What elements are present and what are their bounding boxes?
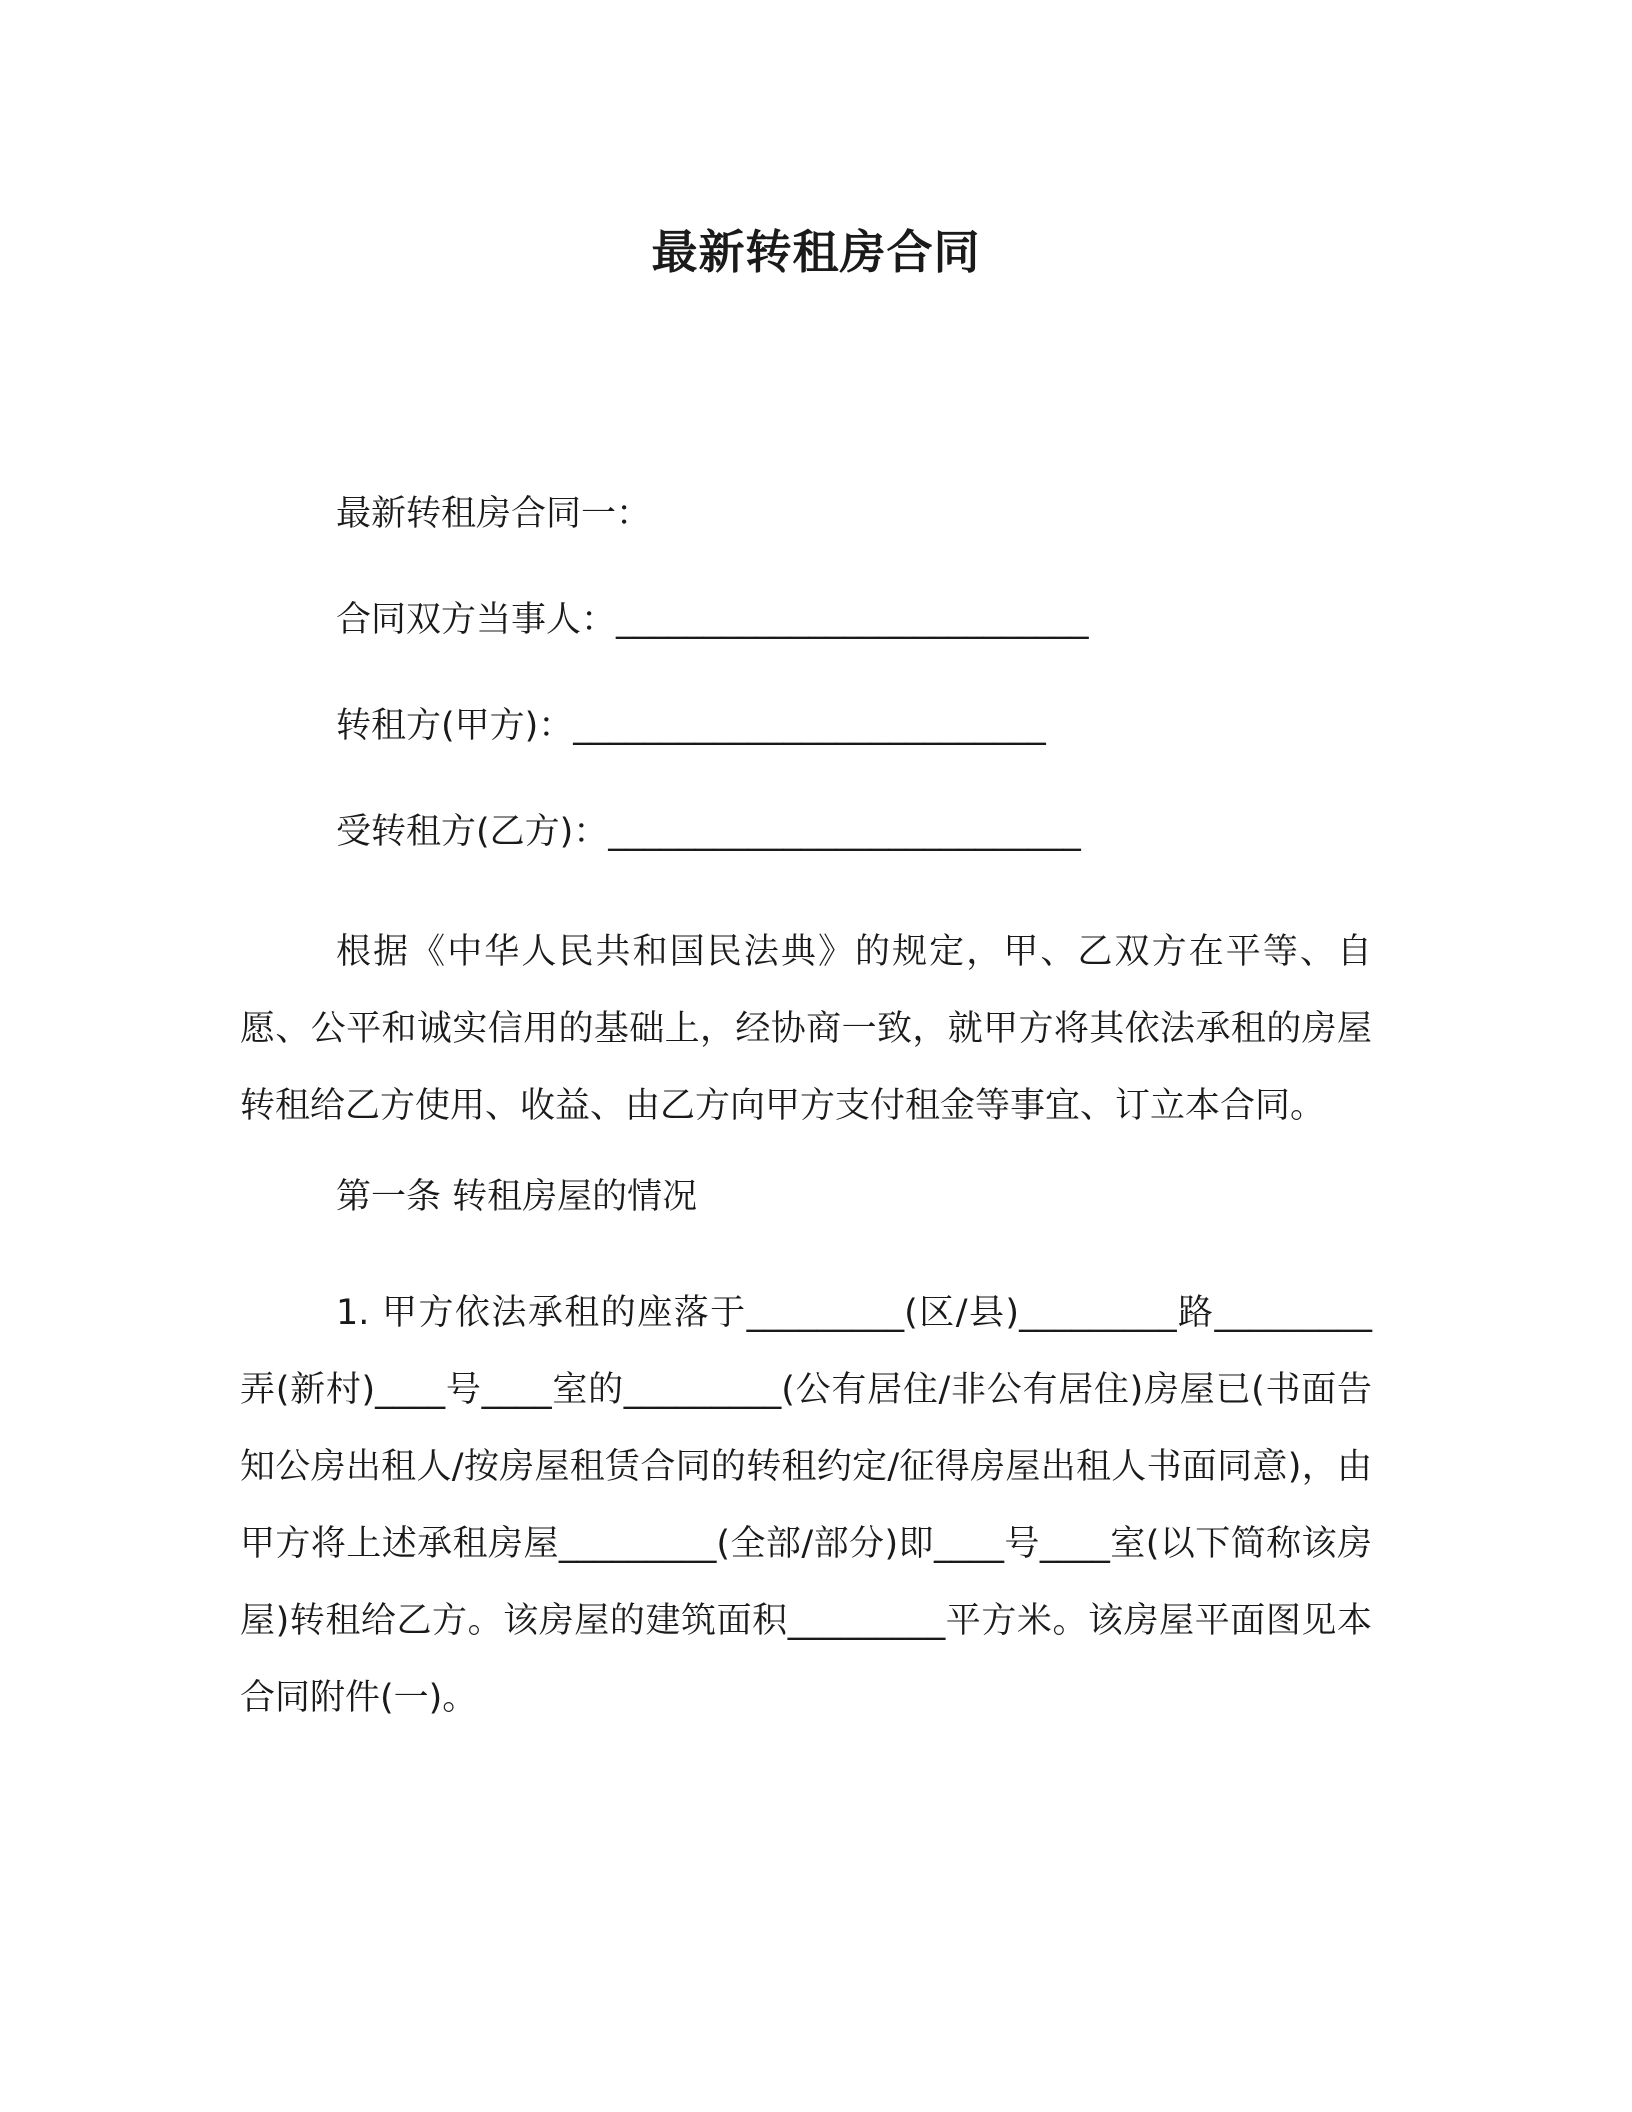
preamble-paragraph: 根据《中华人民共和国民法典》的规定，甲、乙双方在平等、自愿、公平和诚实信用的基础上，经协商一致，就甲方将其依法承租的房屋转租给乙方使用、收益、由乙方向甲方支付租金等事宜、订立本合同。 [240, 932, 1372, 1126]
section-heading: 最新转租房合同一： [336, 494, 652, 534]
party-a-line: 转租方(甲方)：___________________________ [336, 706, 1046, 746]
document-title: 最新转租房合同 [651, 225, 981, 279]
party-b-line: 受转租方(乙方)：___________________________ [336, 812, 1081, 852]
document-body [240, 490, 1372, 1737]
article-one-item-one: 1. 甲方依法承租的座落于_________(区/县)_________路_________弄(新村)____号____室的_________(公有居住/非公有居住)房屋已(书面告知公房出租人/按房屋租赁合同的转租约定/征得房屋出租人书面同意)，由甲方将上述承租房屋_________(全部/部分)即____号____室(以下简称该房屋)转租给乙方。该房屋的建筑面积_________平方米。该房屋平面图见本合同附件(一)。 [240, 1293, 1372, 1718]
article-one-heading: 第一条 转租房屋的情况 [336, 1177, 698, 1217]
parties-line: 合同双方当事人：___________________________ [336, 600, 1089, 640]
